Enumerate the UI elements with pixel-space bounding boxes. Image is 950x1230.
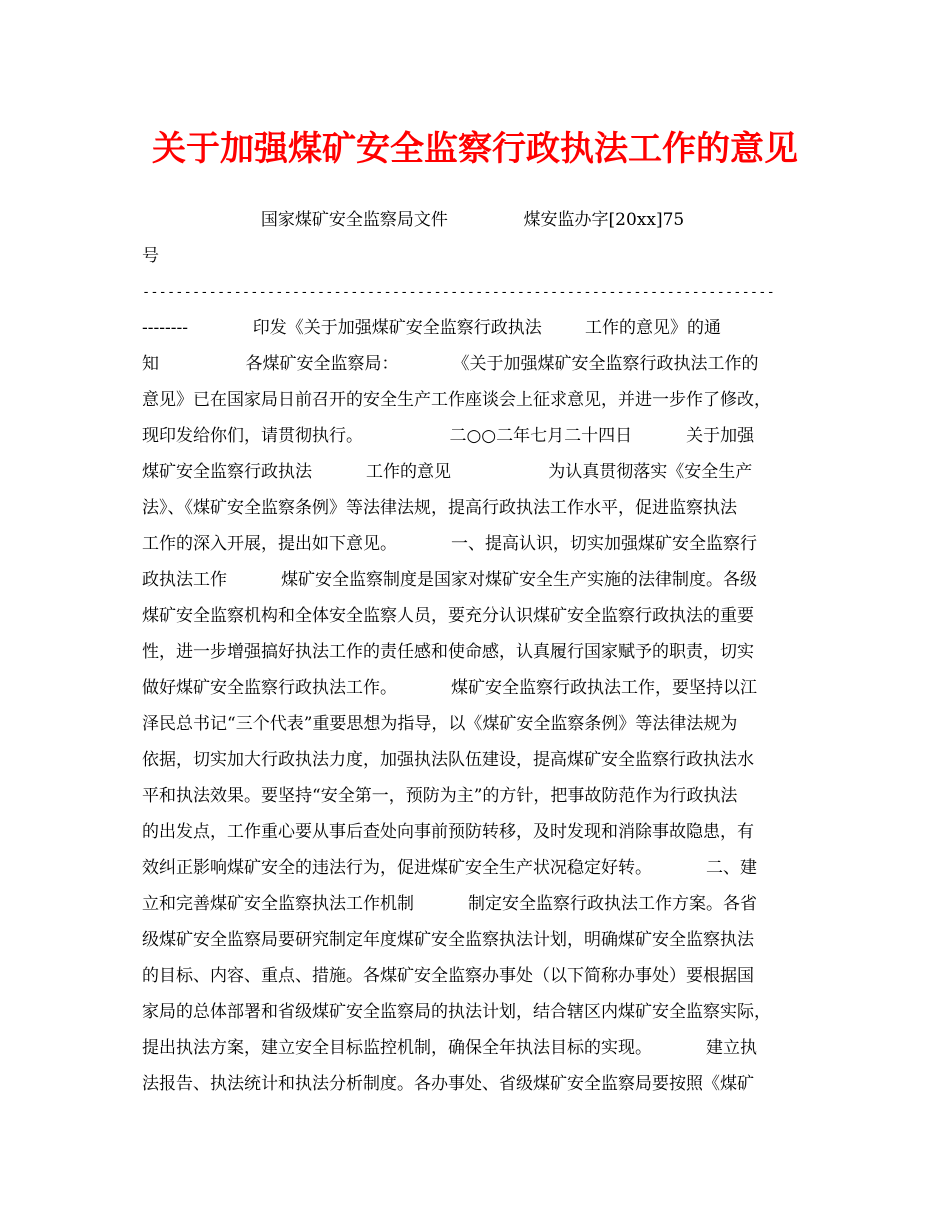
body-line: 的出发点，工作重心要从事后查处向事前预防转移，及时发现和消除事故隐患，有 xyxy=(142,822,754,842)
body-line: 泽民总书记“三个代表”重要思想为指导，以《煤矿安全监察条例》等法律法规为 xyxy=(142,714,738,734)
body-line: 的目标、内容、重点、措施。各煤矿安全监察办事处（以下简称办事处）要根据国 xyxy=(142,966,754,986)
body-line: 平和执法效果。要坚持“安全第一，预防为主”的方针，把事故防范作为行政执法 xyxy=(142,786,738,806)
header-number-suffix: 号 xyxy=(142,246,159,266)
body-line: 法》、《煤矿安全监察条例》等法律法规，提高行政执法工作水平，促进监察执法 xyxy=(142,498,737,518)
body-line: 家局的总体部署和省级煤矿安全监察局的执法计划，结合辖区内煤矿安全监察实际， xyxy=(142,1002,771,1022)
body-line: 提出执法方案，建立安全目标监控机制，确保全年执法目标的实现。 建立执 xyxy=(142,1038,758,1058)
body-line: 效纠正影响煤矿安全的违法行为，促进煤矿安全生产状况稳定好转。 二、建 xyxy=(142,858,758,878)
body-line: 知 各煤矿安全监察局： 《关于加强煤矿安全监察行政执法工作的 xyxy=(142,354,759,374)
body-line: 煤矿安全监察机构和全体安全监察人员，要充分认识煤矿安全监察行政执法的重要 xyxy=(142,606,754,626)
body-line: 意见》已在国家局日前召开的安全生产工作座谈会上征求意见，并进一步作了修改， xyxy=(142,390,771,410)
header-issuer-line: 国家煤矿安全监察局文件 煤安监办字[20xx]75 xyxy=(142,210,685,230)
dashed-separator: ---------------------------------------------------------------------------- xyxy=(142,284,775,300)
body-line: 依据，切实加大行政执法力度，加强执法队伍建设，提高煤矿安全监察行政执法水 xyxy=(142,750,754,770)
body-line: 立和完善煤矿安全监察执法工作机制 制定安全监察行政执法工作方案。各省 xyxy=(142,894,758,914)
body-line: 现印发给你们，请贯彻执行。 二○○二年七月二十四日 关于加强 xyxy=(142,426,755,446)
body-line: 政执法工作 煤矿安全监察制度是国家对煤矿安全生产实施的法律制度。各级 xyxy=(142,570,758,590)
body-line: 法报告、执法统计和执法分析制度。各办事处、省级煤矿安全监察局要按照《煤矿 xyxy=(142,1074,754,1094)
body-line: -------- 印发《关于加强煤矿安全监察行政执法 工作的意见》的通 xyxy=(142,318,722,338)
body-line: 级煤矿安全监察局要研究制定年度煤矿安全监察执法计划，明确煤矿安全监察执法 xyxy=(142,930,754,950)
body-line: 做好煤矿安全监察行政执法工作。 煤矿安全监察行政执法工作，要坚持以江 xyxy=(142,678,758,698)
body-line: 性，进一步增强搞好执法工作的责任感和使命感，认真履行国家赋予的职责，切实 xyxy=(142,642,754,662)
body-line: 煤矿安全监察行政执法 工作的意见 为认真贯彻落实《安全生产 xyxy=(142,462,753,482)
body-line: 工作的深入开展，提出如下意见。 一、提高认识，切实加强煤矿安全监察行 xyxy=(142,534,758,554)
document-title: 关于加强煤矿安全监察行政执法工作的意见 xyxy=(152,129,798,169)
